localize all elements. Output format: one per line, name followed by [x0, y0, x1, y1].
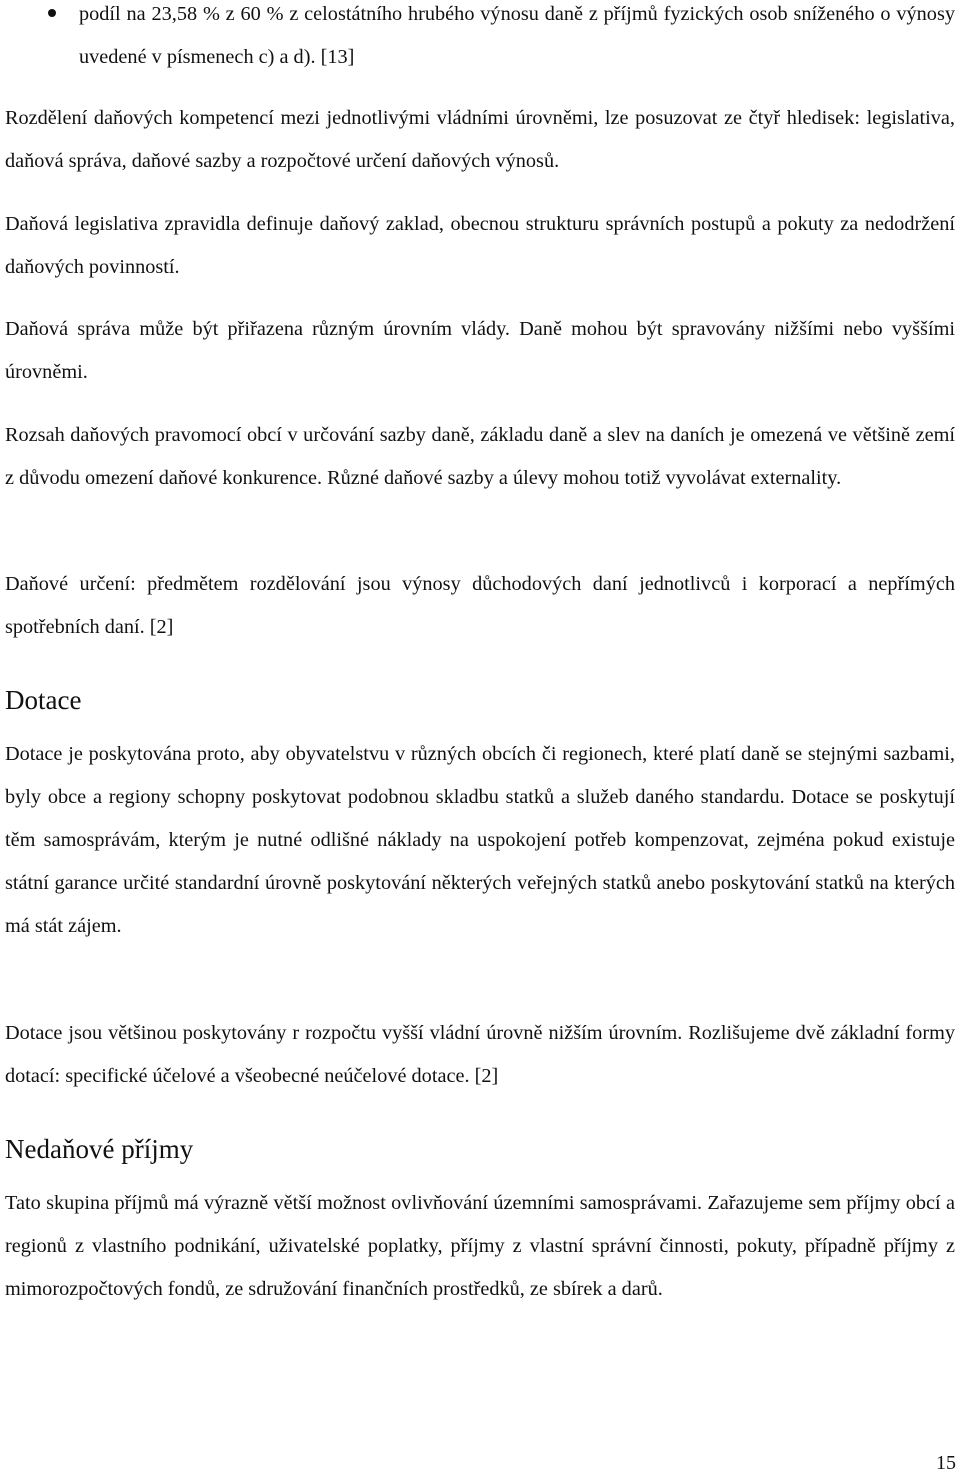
heading-dotace: Dotace [5, 685, 82, 715]
bullet-list [5, 0, 955, 79]
page-number: 15 [936, 1452, 956, 1474]
paragraph-legislativa: Daňová legislativa zpravidla definuje daňový zaklad, obecnou strukturu správních postupů a pokuty za nedodržení daňových povinností. [5, 213, 955, 278]
bullet-item [5, 0, 955, 79]
paragraph-sprava: Daňová správa může být přiřazena různým úrovním vlády. Daně mohou být spravovány nižšími nebo vyššími úrovněmi. [5, 318, 955, 383]
paragraph-kompetence: Rozdělení daňových kompetencí mezi jednotlivými vládními úrovněmi, lze posuzovat ze čtyř hledisek: legislativa, daňová správa, daňové sazby a rozpočtové určení daňových výnosů. [5, 107, 955, 172]
paragraph-pravomoci: Rozsah daňových pravomocí obcí v určování sazby daně, základu daně a slev na daních je omezená ve většině zemí z důvodu omezení daňové konkurence. Různé daňové sazby a úlevy mohou totiž vyvolávat externality. [5, 424, 955, 489]
bullet-item-text: podíl na 23,58 % z 60 % z celostátního hrubého výnosu daně z příjmů fyzických osob sníženého o výnosy uvedené v písmenech c) a d). [13] [79, 3, 955, 68]
paragraph-dotace-1: Dotace je poskytována proto, aby obyvatelstvu v různých obcích či regionech, které platí daně se stejnými sazbami, byly obce a regiony schopny poskytovat podobnou skladbu statků a služeb daného standardu. Dotace se poskytují těm samosprávám, kterým je nutné odlišné náklady na uspokojení potřeb kompenzovat, zejména pokud existuje státní garance určité standardní úrovně poskytování některých veřejných statků anebo poskytování statků na kterých má stát zájem. [5, 743, 955, 937]
bullet-dot-icon [48, 9, 56, 17]
heading-nedanove-prijmy: Nedaňové příjmy [5, 1134, 194, 1164]
paragraph-urceni: Daňové určení: předmětem rozdělování jsou výnosy důchodových daní jednotlivců i korporací a nepřímých spotřebních daní. [2] [5, 573, 955, 638]
paragraph-dotace-2: Dotace jsou většinou poskytovány r rozpočtu vyšší vládní úrovně nižším úrovním. Rozlišujeme dvě základní formy dotací: specifické účelové a všeobecné neúčelové dotace. [2] [5, 1022, 955, 1087]
paragraph-nedanove: Tato skupina příjmů má výrazně větší možnost ovlivňování územními samosprávami. Zařazujeme sem příjmy obcí a regionů z vlastního podnikání, uživatelské poplatky, příjmy z vlastní správní činnosti, pokuty, případně příjmy z mimorozpočtových fondů, ze sdružování finančních prostředků, ze sbírek a darů. [5, 1192, 955, 1300]
